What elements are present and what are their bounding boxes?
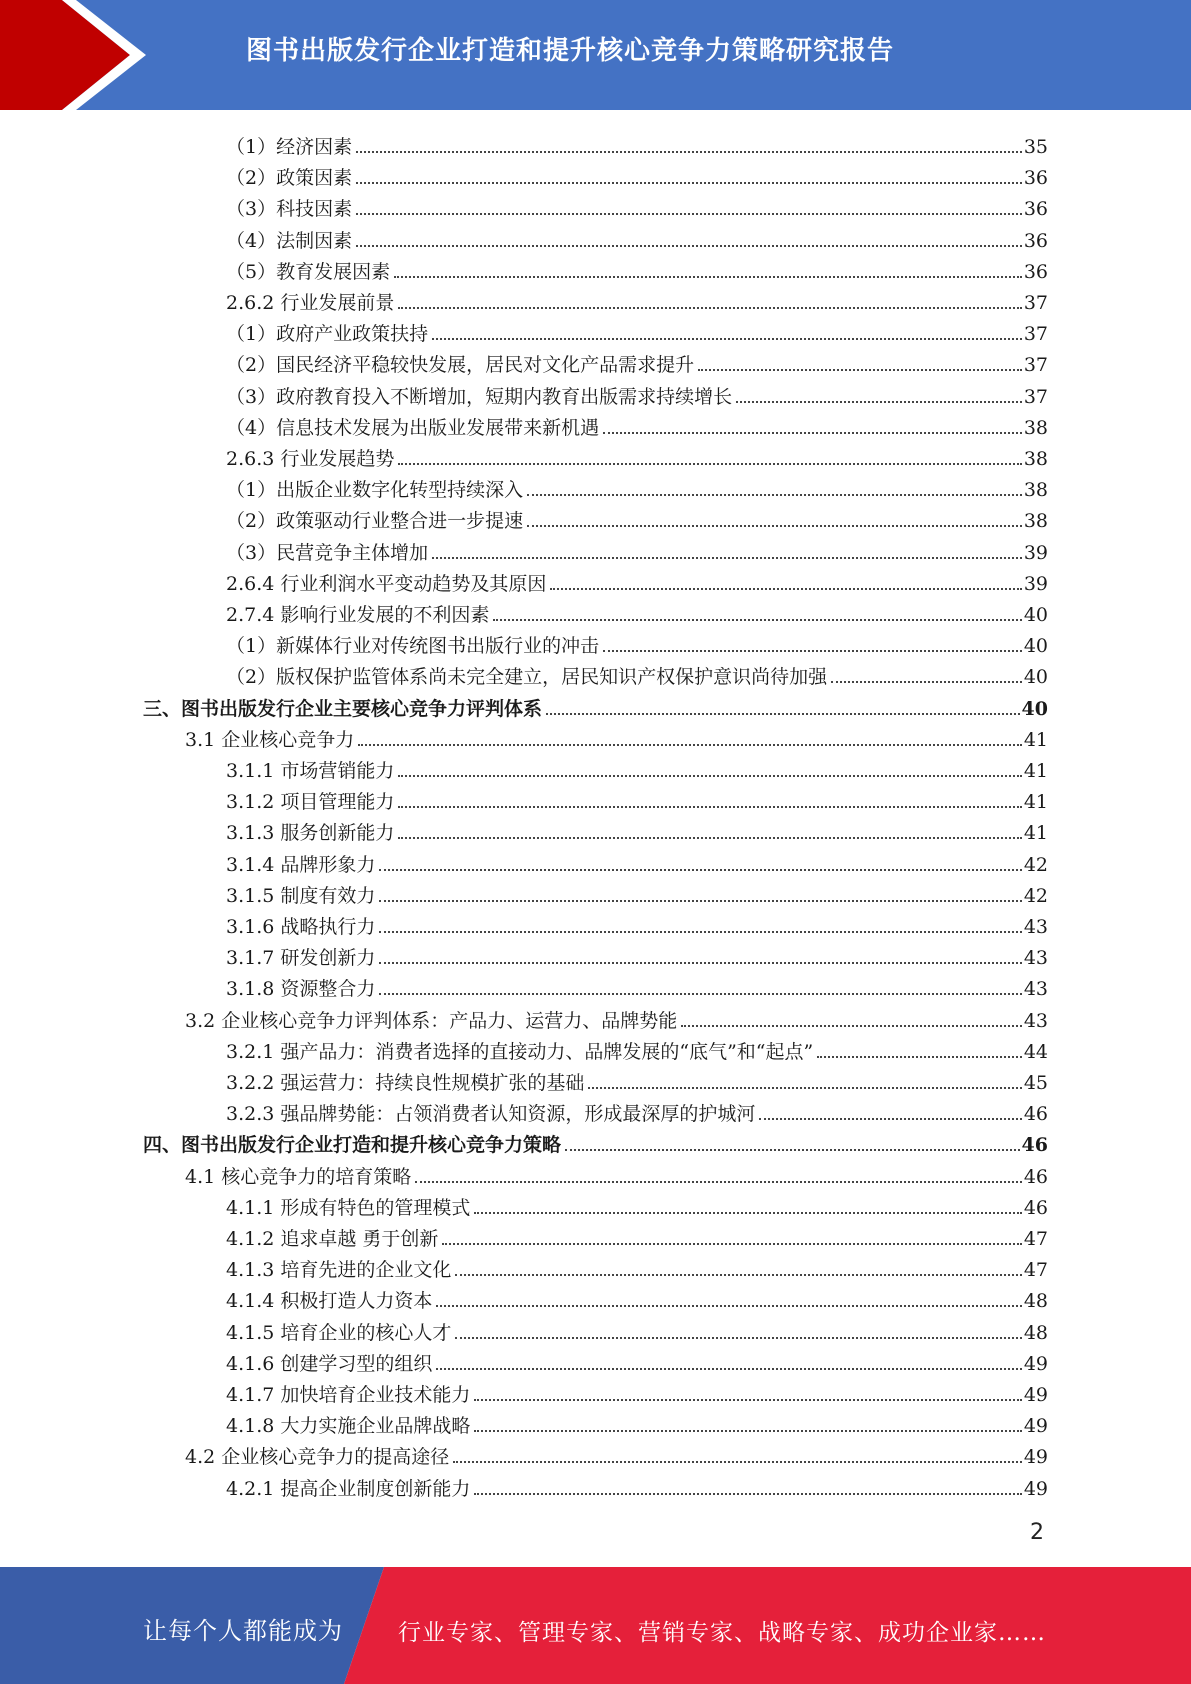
dot-leader [681, 1024, 1022, 1027]
dot-leader [436, 1367, 1021, 1370]
dot-leader [698, 368, 1022, 371]
toc-entry-label: （1）出版企业数字化转型持续深入 [226, 479, 524, 501]
toc-entry[interactable] [185, 1437, 1048, 1468]
toc-entry-label: 2.7.4 影响行业发展的不利因素 [226, 604, 490, 626]
toc-entry-page: 39 [1023, 542, 1048, 564]
toc-entry-label: 4.1.2 追求卓越 勇于创新 [226, 1228, 439, 1250]
toc-entry[interactable] [226, 1250, 1048, 1281]
toc-entry-page: 38 [1023, 417, 1048, 439]
toc-entry-page: 41 [1023, 729, 1048, 751]
toc-entry-label: （1）政府产业政策扶持 [226, 323, 429, 345]
toc-entry[interactable] [226, 189, 1048, 220]
dot-leader [356, 244, 1022, 247]
toc-entry[interactable] [226, 813, 1048, 844]
toc-entry[interactable] [185, 1157, 1048, 1188]
toc-entry[interactable] [226, 657, 1048, 688]
toc-entry-page: 41 [1023, 791, 1048, 813]
dot-leader [379, 930, 1021, 933]
toc-entry-label: 3.1.4 品牌形象力 [226, 854, 376, 876]
toc-entry-label: （4）信息技术发展为出版业发展带来新机遇 [226, 417, 600, 439]
toc-entry-page: 43 [1023, 947, 1048, 969]
dot-leader [550, 587, 1021, 590]
toc-entry-page: 38 [1023, 510, 1048, 532]
dot-leader [398, 462, 1021, 465]
toc-entry-label: 3.2.1 强产品力：消费者选择的直接动力、品牌发展的“底气”和“起点” [226, 1041, 814, 1063]
toc-entry-page: 48 [1023, 1290, 1048, 1312]
toc-entry-label: 3.1 企业核心竞争力 [185, 729, 355, 751]
toc-entry-label: 四、图书出版发行企业打造和提升核心竞争力策略 [143, 1134, 562, 1156]
toc-entry-label: 3.2.3 强品牌势能：占领消费者认知资源，形成最深厚的护城河 [226, 1103, 756, 1125]
toc-entry-label: 4.2.1 提高企业制度创新能力 [226, 1478, 471, 1500]
dot-leader [565, 1148, 1020, 1151]
toc-entry[interactable] [226, 1188, 1048, 1219]
footer-banner [0, 1567, 1191, 1684]
toc-entry-page: 35 [1023, 136, 1048, 158]
toc-entry[interactable] [226, 876, 1048, 907]
toc-entry[interactable] [226, 845, 1048, 876]
dot-leader [436, 1304, 1021, 1307]
toc-entry-label: （3）民营竞争主体增加 [226, 542, 429, 564]
toc-entry-page: 49 [1023, 1446, 1048, 1468]
toc-entry-page: 41 [1023, 760, 1048, 782]
toc-entry-label: 三、图书出版发行企业主要核心竞争力评判体系 [143, 698, 543, 720]
toc-entry[interactable] [226, 127, 1048, 158]
toc-entry-page: 42 [1023, 854, 1048, 876]
toc-entry[interactable] [226, 533, 1048, 564]
toc-entry[interactable] [226, 938, 1048, 969]
dot-leader [356, 181, 1022, 184]
dot-leader [603, 649, 1022, 652]
toc-entry-page: 46 [1021, 1134, 1048, 1156]
dot-leader [379, 899, 1021, 902]
toc-entry-label: 4.1.3 培育先进的企业文化 [226, 1259, 452, 1281]
dot-leader [736, 400, 1022, 403]
toc-entry-label: 3.1.8 资源整合力 [226, 978, 376, 1000]
toc-entry[interactable] [226, 564, 1048, 595]
toc-entry[interactable] [143, 689, 1048, 720]
toc-entry[interactable] [226, 751, 1048, 782]
toc-entry-label: 3.2.2 强运营力：持续良性规模扩张的基础 [226, 1072, 585, 1094]
dot-leader [432, 556, 1022, 559]
toc-entry[interactable] [226, 1469, 1048, 1500]
toc-entry-label: 3.1.3 服务创新能力 [226, 822, 395, 844]
toc-entry-label: （3）科技因素 [226, 198, 353, 220]
toc-entry-page: 40 [1023, 635, 1048, 657]
toc-entry-label: 3.1.6 战略执行力 [226, 916, 376, 938]
dot-leader [398, 836, 1021, 839]
toc-entry-label: 4.1.8 大力实施企业品牌战略 [226, 1415, 471, 1437]
toc-entry[interactable] [226, 595, 1048, 626]
dot-leader [432, 337, 1022, 340]
toc-entry[interactable] [226, 501, 1048, 532]
dot-leader [831, 680, 1022, 683]
toc-entry-label: 3.2 企业核心竞争力评判体系：产品力、运营力、品牌势能 [185, 1010, 678, 1032]
dot-leader [453, 1460, 1022, 1463]
toc-entry[interactable] [226, 1406, 1048, 1437]
dot-leader [356, 150, 1022, 153]
toc-entry-page: 46 [1023, 1197, 1048, 1219]
footer-roles: 行业专家、管理专家、营销专家、战略专家、成功企业家…… [398, 1620, 1046, 1646]
toc-entry-page: 48 [1023, 1322, 1048, 1344]
dot-leader [379, 868, 1021, 871]
dot-leader [398, 306, 1021, 309]
toc-entry[interactable] [143, 1125, 1048, 1156]
dot-leader [603, 431, 1022, 434]
toc-entry-label: 4.1.4 积极打造人力资本 [226, 1290, 433, 1312]
toc-entry-label: 4.1.7 加快培育企业技术能力 [226, 1384, 471, 1406]
page-number: 2 [1030, 1520, 1044, 1545]
dot-leader [415, 1180, 1022, 1183]
toc-entry-page: 40 [1021, 698, 1048, 720]
dot-leader [442, 1242, 1021, 1245]
toc-entry-label: （1）经济因素 [226, 136, 353, 158]
toc-entry[interactable] [226, 1063, 1048, 1094]
dot-leader [588, 1086, 1021, 1089]
dot-leader [817, 1055, 1022, 1058]
toc-entry[interactable] [226, 1032, 1048, 1063]
toc-entry-page: 44 [1023, 1041, 1048, 1063]
toc-entry-label: 2.6.4 行业利润水平变动趋势及其原因 [226, 573, 547, 595]
dot-leader [379, 992, 1021, 995]
toc-entry[interactable] [185, 720, 1048, 751]
dot-leader [455, 1273, 1021, 1276]
toc-entry[interactable] [226, 626, 1048, 657]
toc-entry-label: 2.6.3 行业发展趋势 [226, 448, 395, 470]
toc-entry-page: 45 [1023, 1072, 1048, 1094]
toc-entry-label: 3.1.2 项目管理能力 [226, 791, 395, 813]
toc-entry-page: 49 [1023, 1353, 1048, 1375]
toc-entry-page: 46 [1023, 1103, 1048, 1125]
toc-entry-page: 43 [1023, 978, 1048, 1000]
toc-entry-label: （3）政府教育投入不断增加，短期内教育出版需求持续增长 [226, 386, 733, 408]
toc-entry[interactable] [226, 377, 1048, 408]
toc-entry[interactable] [226, 221, 1048, 252]
toc-entry-page: 39 [1023, 573, 1048, 595]
dot-leader [759, 1117, 1021, 1120]
toc-entry-page: 43 [1023, 1010, 1048, 1032]
dot-leader [474, 1398, 1021, 1401]
toc-entry[interactable] [226, 252, 1048, 283]
toc-entry-label: 4.1.5 培育企业的核心人才 [226, 1322, 452, 1344]
toc-entry-label: （4）法制因素 [226, 230, 353, 252]
dot-leader [546, 712, 1020, 715]
toc-entry[interactable] [226, 969, 1048, 1000]
toc-entry-page: 37 [1023, 323, 1048, 345]
report-title: 图书出版发行企业打造和提升核心竞争力策略研究报告 [246, 36, 895, 66]
chevron-arrow-icon [0, 0, 160, 110]
toc-entry-label: 3.1.7 研发创新力 [226, 947, 376, 969]
dot-leader [394, 275, 1022, 278]
toc-entry-label: 4.1.1 形成有特色的管理模式 [226, 1197, 471, 1219]
toc-entry[interactable] [226, 907, 1048, 938]
toc-entry-page: 41 [1023, 822, 1048, 844]
toc-entry[interactable] [226, 782, 1048, 813]
toc-entry-label: 3.1.5 制度有效力 [226, 885, 376, 907]
toc-entry[interactable] [185, 1001, 1048, 1032]
toc-entry-page: 49 [1023, 1384, 1048, 1406]
toc-entry-page: 38 [1023, 479, 1048, 501]
toc-entry-label: （2）政策因素 [226, 167, 353, 189]
toc-entry[interactable] [226, 314, 1048, 345]
toc-entry-page: 47 [1023, 1228, 1048, 1250]
toc-entry-label: 4.2 企业核心竞争力的提高途径 [185, 1446, 450, 1468]
dot-leader [398, 805, 1021, 808]
toc-entry[interactable] [226, 158, 1048, 189]
toc-entry[interactable] [226, 1094, 1048, 1125]
toc-entry-label: 4.1.6 创建学习型的组织 [226, 1353, 433, 1375]
toc-entry-page: 38 [1023, 448, 1048, 470]
footer-slogan: 让每个人都能成为 [143, 1617, 343, 1645]
toc-entry-label: （2）版权保护监管体系尚未完全建立，居民知识产权保护意识尚待加强 [226, 666, 828, 688]
toc-entry-label: （5）教育发展因素 [226, 261, 391, 283]
dot-leader [474, 1492, 1021, 1495]
toc-entry-page: 37 [1023, 354, 1048, 376]
dot-leader [474, 1211, 1021, 1214]
toc-entry-page: 36 [1023, 261, 1048, 283]
toc-entry[interactable] [226, 1219, 1048, 1250]
dot-leader [379, 961, 1021, 964]
dot-leader [356, 212, 1022, 215]
toc-entry-page: 47 [1023, 1259, 1048, 1281]
toc-entry-label: 3.1.1 市场营销能力 [226, 760, 395, 782]
toc-entry-page: 40 [1023, 604, 1048, 626]
toc-entry[interactable] [226, 408, 1048, 439]
toc-entry[interactable] [226, 1313, 1048, 1344]
toc-entry-page: 40 [1023, 666, 1048, 688]
header-banner [0, 0, 1191, 110]
dot-leader [527, 493, 1022, 496]
toc-entry-page: 36 [1023, 198, 1048, 220]
toc-entry-label: （2）国民经济平稳较快发展，居民对文化产品需求提升 [226, 354, 695, 376]
dot-leader [455, 1336, 1021, 1339]
toc-entry-label: 4.1 核心竞争力的培育策略 [185, 1166, 412, 1188]
toc-entry[interactable] [226, 1344, 1048, 1375]
toc-entry[interactable] [226, 1281, 1048, 1312]
toc-entry-page: 49 [1023, 1415, 1048, 1437]
dot-leader [493, 618, 1021, 621]
toc-entry-label: 2.6.2 行业发展前景 [226, 292, 395, 314]
toc-entry-page: 42 [1023, 885, 1048, 907]
toc-entry[interactable] [226, 439, 1048, 470]
toc-entry-page: 37 [1023, 292, 1048, 314]
toc-entry[interactable] [226, 1375, 1048, 1406]
dot-leader [398, 774, 1021, 777]
dot-leader [527, 524, 1022, 527]
toc-entry-label: （2）政策驱动行业整合进一步提速 [226, 510, 524, 532]
toc-entry[interactable] [226, 283, 1048, 314]
dot-leader [474, 1429, 1021, 1432]
toc-entry-page: 37 [1023, 386, 1048, 408]
dot-leader [358, 743, 1022, 746]
toc-entry-page: 46 [1023, 1166, 1048, 1188]
toc-entry-page: 36 [1023, 230, 1048, 252]
toc-entry-page: 43 [1023, 916, 1048, 938]
toc-entry-page: 36 [1023, 167, 1048, 189]
toc-entry-page: 49 [1023, 1478, 1048, 1500]
toc-entry-label: （1）新媒体行业对传统图书出版行业的冲击 [226, 635, 600, 657]
toc-entry[interactable] [226, 345, 1048, 376]
toc-entry[interactable] [226, 470, 1048, 501]
